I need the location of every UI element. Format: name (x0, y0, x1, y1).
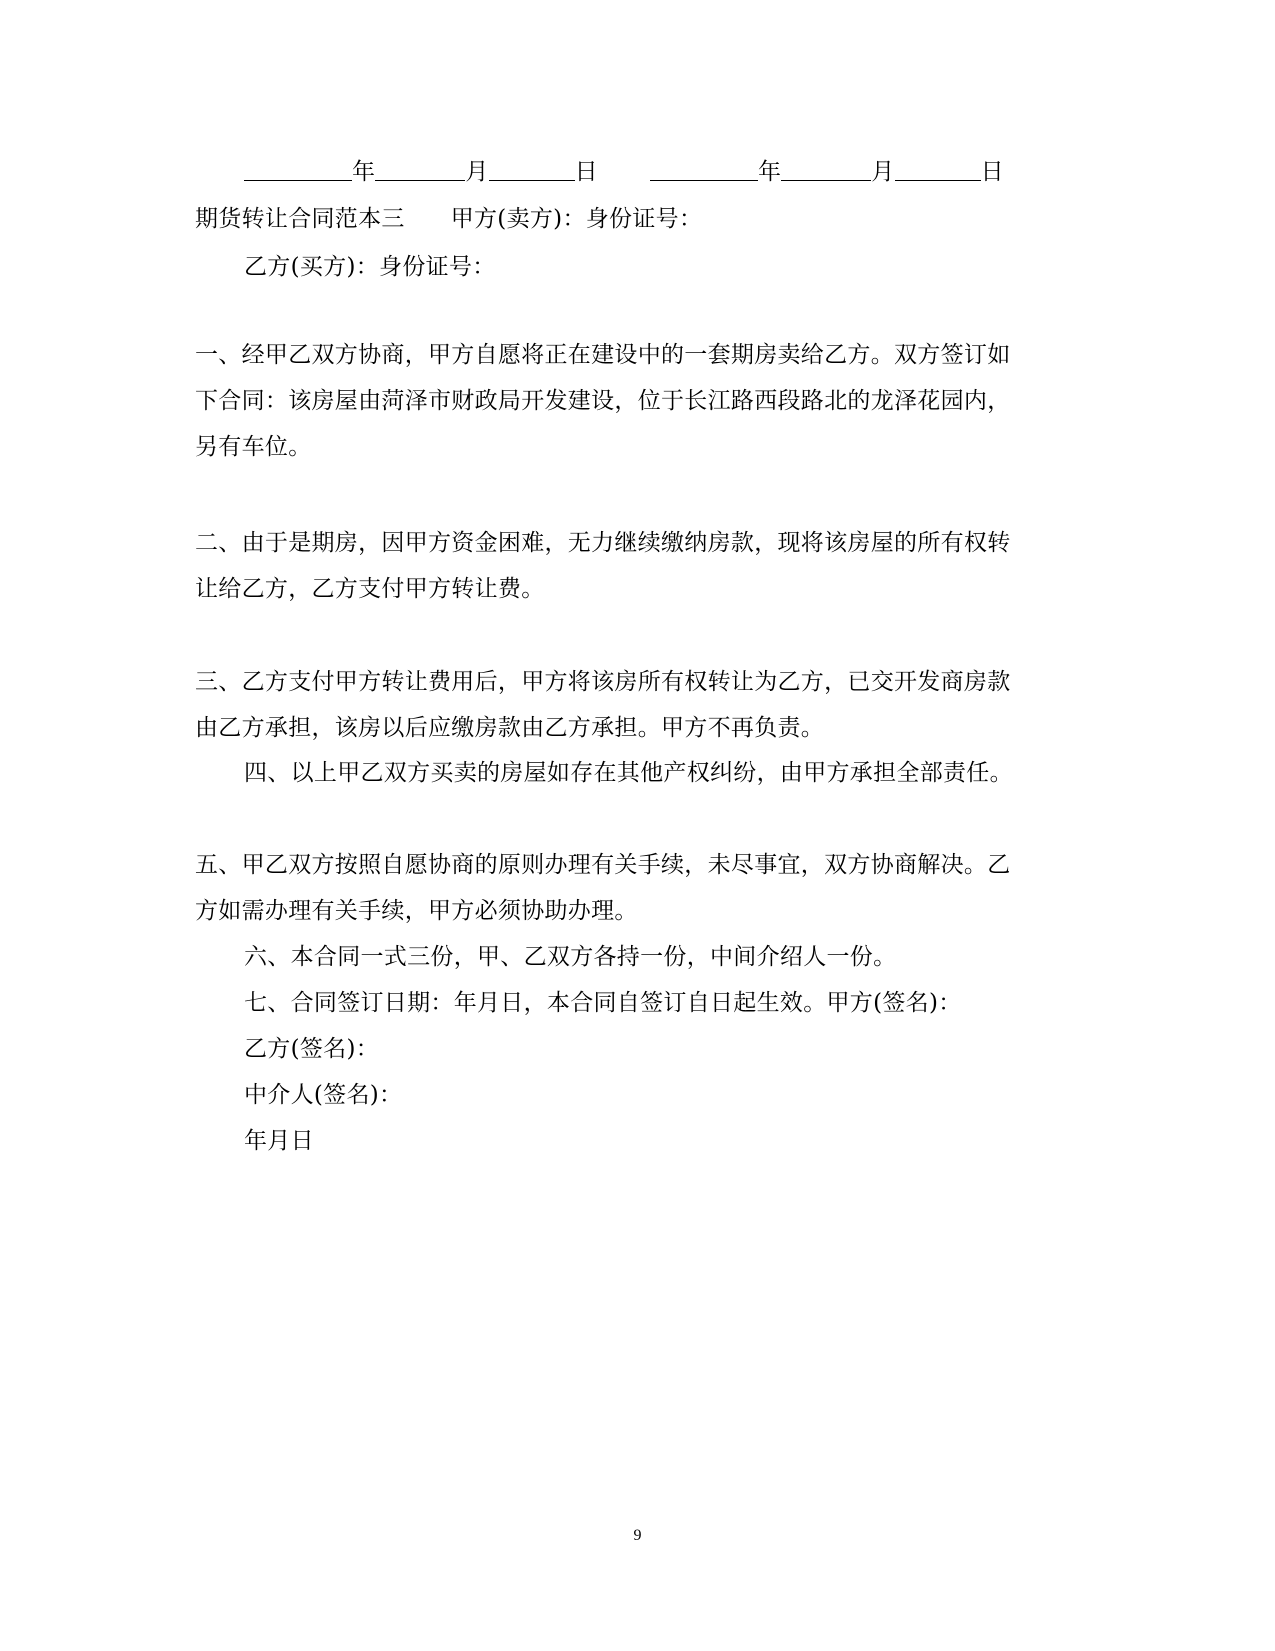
party-b-signature: 乙方(签名)： (244, 1036, 380, 1062)
year-blank-2 (650, 158, 758, 181)
day-blank-2 (895, 158, 981, 181)
clause-4: 四、以上甲乙双方买卖的房屋如存在其他产权纠纷，由甲方承担全部责任。 (244, 760, 1013, 786)
clause-5-line-1: 五、甲乙双方按照自愿协商的原则办理有关手续，未尽事宜，双方协商解决。乙 (195, 852, 1011, 878)
clause-1-line-3: 另有车位。 (195, 434, 312, 460)
page-number: 9 (633, 1527, 642, 1544)
day-label: 日 (574, 159, 598, 185)
day-label-2: 日 (980, 159, 1004, 185)
clause-7: 七、合同签订日期：年月日，本合同自签订自日起生效。甲方(签名)： (244, 990, 962, 1016)
party-b-line: 乙方(买方)：身份证号： (244, 254, 496, 280)
party-a-line: 甲方(卖方)：身份证号： (450, 206, 703, 232)
signature-date: 年月日 (244, 1128, 314, 1154)
day-blank (489, 158, 575, 181)
clause-5-line-2: 方如需办理有关手续，甲方必须协助办理。 (195, 898, 638, 924)
clause-1-line-2: 下合同：该房屋由菏泽市财政局开发建设，位于长江路西段路北的龙泽花园内， (195, 388, 1011, 414)
clause-1-line-1: 一、经甲乙双方协商，甲方自愿将正在建设中的一套期房卖给乙方。双方签订如 (195, 342, 1011, 368)
intermediary-signature: 中介人(签名)： (244, 1082, 403, 1108)
clause-3-line-1: 三、乙方支付甲方转让费用后，甲方将该房所有权转让为乙方，已交开发商房款 (195, 669, 1011, 695)
month-label: 月 (465, 159, 489, 185)
clause-2-line-2: 让给乙方，乙方支付甲方转让费。 (195, 576, 545, 602)
clause-3-line-2: 由乙方承担，该房以后应缴房款由乙方承担。甲方不再负责。 (195, 715, 825, 741)
month-blank (375, 158, 465, 181)
clause-2-line-1: 二、由于是期房，因甲方资金困难，无力继续缴纳房款，现将该房屋的所有权转 (195, 530, 1011, 556)
month-label-2: 月 (871, 159, 895, 185)
title-line (195, 204, 1085, 234)
year-label: 年 (352, 159, 376, 185)
signature-date-line (244, 156, 1134, 187)
year-blank (244, 158, 352, 181)
year-label-2: 年 (757, 159, 782, 185)
clause-6: 六、本合同一式三份，甲、乙双方各持一份，中间介绍人一份。 (244, 944, 897, 970)
month-blank-2 (781, 158, 871, 181)
document-title: 期货转让合同范本三 (195, 206, 405, 232)
